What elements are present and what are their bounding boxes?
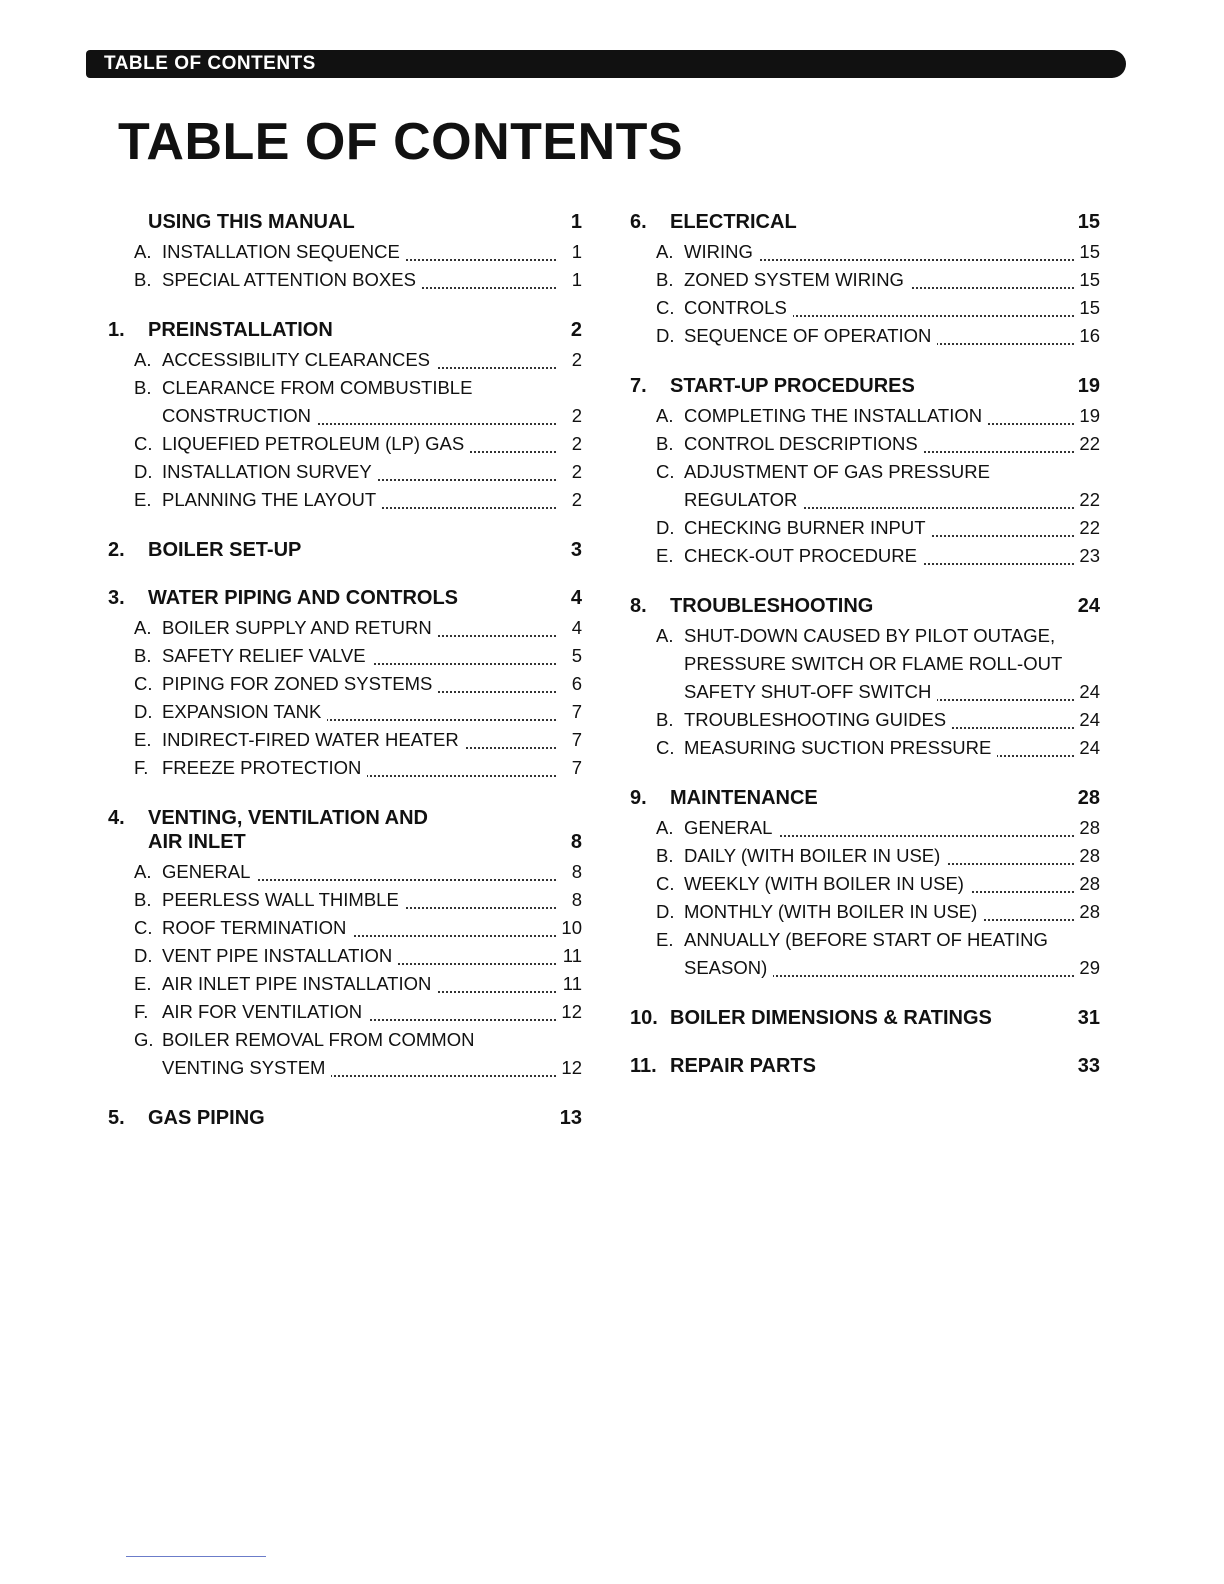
item-text: [684, 842, 1074, 870]
toc-item-line: [134, 374, 582, 402]
toc-item-line: [656, 458, 1100, 486]
toc-item-list: [108, 614, 582, 782]
item-text: [162, 1054, 556, 1082]
toc-item[interactable]: [656, 678, 1100, 706]
toc-item[interactable]: [134, 486, 582, 514]
item-text: [162, 754, 556, 782]
header-banner: [86, 50, 1126, 78]
item-letter: C.: [134, 917, 153, 938]
page-title: TABLE OF CONTENTS: [118, 113, 684, 171]
section-page: 13: [559, 1107, 582, 1129]
item-letter: B.: [656, 709, 674, 730]
item-letter: B.: [134, 377, 152, 398]
toc-item[interactable]: [656, 238, 1100, 266]
section-number: 1.: [108, 319, 125, 341]
section-heading-cont[interactable]: [108, 830, 582, 854]
toc-item[interactable]: [134, 642, 582, 670]
item-letter: C.: [656, 461, 675, 482]
section-heading[interactable]: [630, 1054, 1100, 1078]
section-number: 11.: [630, 1055, 657, 1077]
toc-item-list: [630, 238, 1100, 350]
toc-item[interactable]: [134, 970, 582, 998]
item-page: 12: [556, 998, 582, 1026]
item-text: [684, 954, 1074, 982]
footer-rule: [126, 1556, 266, 1557]
item-label: CLEARANCE FROM COMBUSTIBLE: [162, 377, 478, 398]
item-text: [162, 1026, 582, 1054]
item-page: 15: [1074, 238, 1100, 266]
item-text: [162, 238, 556, 266]
item-text: [162, 942, 556, 970]
item-label: SAFETY SHUT-OFF SWITCH: [684, 681, 937, 702]
item-page: 28: [1074, 870, 1100, 898]
toc-item[interactable]: [656, 954, 1100, 982]
item-label: MEASURING SUCTION PRESSURE: [684, 737, 997, 758]
section-heading[interactable]: [108, 210, 582, 234]
item-page: 29: [1074, 954, 1100, 982]
toc-item[interactable]: [656, 486, 1100, 514]
toc-item-list: [108, 858, 582, 1082]
item-label: DAILY (WITH BOILER IN USE): [684, 845, 946, 866]
item-label: SAFETY RELIEF VALVE: [162, 645, 372, 666]
item-page: 8: [556, 886, 582, 914]
item-letter: [134, 1054, 162, 1082]
item-label: AIR FOR VENTILATION: [162, 1001, 368, 1022]
item-letter: A.: [134, 617, 152, 638]
item-letter: B.: [134, 269, 152, 290]
toc-section: [108, 806, 582, 1082]
toc-item-line: [134, 1026, 582, 1054]
item-text: [684, 266, 1074, 294]
item-text: [684, 870, 1074, 898]
section-title: MAINTENANCE: [670, 787, 818, 809]
item-text: [162, 402, 556, 430]
toc-item[interactable]: [656, 402, 1100, 430]
section-page: 33: [1077, 1055, 1100, 1077]
item-text: [684, 294, 1074, 322]
item-text: [162, 346, 556, 374]
item-page: 1: [556, 266, 582, 294]
section-title: PREINSTALLATION: [148, 319, 333, 341]
toc-item[interactable]: [656, 322, 1100, 350]
toc-item[interactable]: [134, 886, 582, 914]
item-page: 15: [1074, 294, 1100, 322]
item-page: 7: [556, 726, 582, 754]
section-title: VENTING, VENTILATION AND: [148, 807, 428, 829]
item-letter: A.: [656, 625, 674, 646]
section-page: 8: [570, 831, 582, 853]
item-letter: C.: [134, 673, 153, 694]
item-label: CHECK-OUT PROCEDURE: [684, 545, 923, 566]
section-title: USING THIS MANUAL: [148, 211, 355, 233]
toc-item[interactable]: [134, 402, 582, 430]
item-page: 22: [1074, 514, 1100, 542]
item-page: 7: [556, 754, 582, 782]
item-page: 1: [556, 238, 582, 266]
toc-item[interactable]: [656, 294, 1100, 322]
item-letter: C.: [134, 433, 153, 454]
item-text: [684, 542, 1074, 570]
item-page: 24: [1074, 678, 1100, 706]
item-page: 10: [556, 914, 582, 942]
item-letter: A.: [656, 405, 674, 426]
item-text: [162, 458, 556, 486]
item-label: TROUBLESHOOTING GUIDES: [684, 709, 952, 730]
item-label: SHUT-DOWN CAUSED BY PILOT OUTAGE,: [684, 625, 1061, 646]
item-letter: D.: [656, 325, 675, 346]
toc-item[interactable]: [656, 706, 1100, 734]
section-title: START-UP PROCEDURES: [670, 375, 915, 397]
item-letter: B.: [656, 269, 674, 290]
item-page: 2: [556, 430, 582, 458]
toc-item[interactable]: [134, 346, 582, 374]
toc-item[interactable]: [656, 430, 1100, 458]
item-page: 22: [1074, 486, 1100, 514]
item-letter: F.: [134, 757, 149, 778]
item-letter: [656, 678, 684, 706]
item-text: [162, 670, 556, 698]
section-page: 31: [1077, 1007, 1100, 1029]
banner-label: TABLE OF CONTENTS: [104, 53, 316, 74]
item-letter: A.: [134, 349, 152, 370]
toc-item[interactable]: [656, 514, 1100, 542]
toc-item[interactable]: [656, 542, 1100, 570]
item-label: ANNUALLY (BEFORE START OF HEATING: [684, 929, 1054, 950]
item-text: [684, 898, 1074, 926]
section-title: TROUBLESHOOTING: [670, 595, 874, 617]
item-text: [162, 886, 556, 914]
item-page: 8: [556, 858, 582, 886]
item-label: PRESSURE SWITCH OR FLAME ROLL-OUT: [684, 653, 1068, 674]
item-text: [162, 698, 556, 726]
section-title-cont: AIR INLET: [148, 831, 246, 853]
toc-column-left: [108, 210, 582, 1154]
item-letter: E.: [656, 929, 674, 950]
item-label: FREEZE PROTECTION: [162, 757, 367, 778]
toc-section: [630, 594, 1100, 762]
item-page: 15: [1074, 266, 1100, 294]
section-page: 24: [1077, 595, 1100, 617]
section-number: 8.: [630, 595, 647, 617]
section-heading[interactable]: [630, 374, 1100, 398]
toc-item[interactable]: [134, 670, 582, 698]
section-page: 4: [570, 587, 582, 609]
item-page: 11: [556, 942, 582, 970]
item-letter: A.: [134, 861, 152, 882]
section-number: 2.: [108, 539, 125, 561]
item-label: CONTROL DESCRIPTIONS: [684, 433, 924, 454]
toc-item[interactable]: [134, 1054, 582, 1082]
item-label: BOILER SUPPLY AND RETURN: [162, 617, 438, 638]
item-label: SPECIAL ATTENTION BOXES: [162, 269, 422, 290]
item-page: 7: [556, 698, 582, 726]
item-text: [162, 914, 556, 942]
item-text: [684, 322, 1074, 350]
item-letter: D.: [134, 945, 153, 966]
toc-item[interactable]: [656, 870, 1100, 898]
toc-section: [630, 1054, 1100, 1078]
section-page: 15: [1077, 211, 1100, 233]
item-page: 23: [1074, 542, 1100, 570]
toc-section: [108, 538, 582, 562]
item-letter: [656, 486, 684, 514]
item-text: [684, 430, 1074, 458]
item-page: 2: [556, 402, 582, 430]
section-title: REPAIR PARTS: [670, 1055, 816, 1077]
section-heading[interactable]: [630, 594, 1100, 618]
item-page: 4: [556, 614, 582, 642]
item-text: [162, 970, 556, 998]
item-label: AIR INLET PIPE INSTALLATION: [162, 973, 437, 994]
item-label: CONTROLS: [684, 297, 793, 318]
section-heading[interactable]: [108, 538, 582, 562]
item-label: REGULATOR: [684, 489, 803, 510]
section-title: WATER PIPING AND CONTROLS: [148, 587, 458, 609]
item-letter: D.: [656, 517, 675, 538]
item-text: [684, 514, 1074, 542]
section-number: 5.: [108, 1107, 125, 1129]
toc-item[interactable]: [134, 914, 582, 942]
item-letter: E.: [134, 729, 152, 750]
item-label: CONSTRUCTION: [162, 405, 317, 426]
toc-item[interactable]: [134, 238, 582, 266]
item-page: 24: [1074, 734, 1100, 762]
item-letter: G.: [134, 1029, 154, 1050]
toc-item[interactable]: [656, 898, 1100, 926]
toc-section: [108, 1106, 582, 1130]
item-label: MONTHLY (WITH BOILER IN USE): [684, 901, 983, 922]
section-page: 1: [570, 211, 582, 233]
item-text: [684, 622, 1100, 650]
toc-item[interactable]: [134, 430, 582, 458]
item-label: CHECKING BURNER INPUT: [684, 517, 932, 538]
item-letter: C.: [656, 297, 675, 318]
section-page: 3: [570, 539, 582, 561]
toc-item[interactable]: [134, 458, 582, 486]
item-text: [684, 486, 1074, 514]
item-text: [684, 678, 1074, 706]
section-heading[interactable]: [630, 210, 1100, 234]
toc-item[interactable]: [134, 614, 582, 642]
item-letter: C.: [656, 873, 675, 894]
toc-item[interactable]: [134, 942, 582, 970]
item-text: [684, 814, 1074, 842]
item-page: 28: [1074, 898, 1100, 926]
item-letter: E.: [656, 545, 674, 566]
toc-item-list: [108, 238, 582, 294]
item-label: ROOF TERMINATION: [162, 917, 352, 938]
section-number: 6.: [630, 211, 647, 233]
toc-item[interactable]: [134, 858, 582, 886]
section-number: 7.: [630, 375, 647, 397]
item-label: GENERAL: [162, 861, 256, 882]
item-page: 28: [1074, 842, 1100, 870]
item-letter: B.: [134, 889, 152, 910]
item-page: 24: [1074, 706, 1100, 734]
section-title: BOILER SET-UP: [148, 539, 302, 561]
item-page: 12: [556, 1054, 582, 1082]
section-page: 19: [1077, 375, 1100, 397]
item-page: 2: [556, 458, 582, 486]
item-letter: A.: [134, 241, 152, 262]
item-text: [162, 726, 556, 754]
item-label: WEEKLY (WITH BOILER IN USE): [684, 873, 970, 894]
item-letter: D.: [656, 901, 675, 922]
section-title: BOILER DIMENSIONS & RATINGS: [670, 1007, 992, 1029]
item-page: 2: [556, 486, 582, 514]
section-title: GAS PIPING: [148, 1107, 265, 1129]
item-page: 11: [556, 970, 582, 998]
toc-section: [108, 586, 582, 782]
item-text: [162, 486, 556, 514]
item-letter: [656, 650, 684, 678]
section-number: 10.: [630, 1007, 658, 1029]
item-label: SEQUENCE OF OPERATION: [684, 325, 937, 346]
item-label: COMPLETING THE INSTALLATION: [684, 405, 988, 426]
item-page: 6: [556, 670, 582, 698]
item-label: SEASON): [684, 957, 773, 978]
item-label: ACCESSIBILITY CLEARANCES: [162, 349, 436, 370]
section-number: 4.: [108, 807, 125, 829]
toc-item-line: [656, 650, 1100, 678]
item-text: [684, 458, 1100, 486]
item-text: [162, 614, 556, 642]
item-text: [162, 642, 556, 670]
item-text: [162, 374, 582, 402]
item-label: EXPANSION TANK: [162, 701, 327, 722]
toc-item[interactable]: [134, 998, 582, 1026]
toc-column-right: [630, 210, 1100, 1102]
section-page: 28: [1077, 787, 1100, 809]
item-letter: A.: [656, 817, 674, 838]
item-text: [162, 858, 556, 886]
item-page: 19: [1074, 402, 1100, 430]
item-text: [684, 238, 1074, 266]
item-label: BOILER REMOVAL FROM COMMON: [162, 1029, 480, 1050]
toc-section: [630, 210, 1100, 350]
toc-item[interactable]: [656, 814, 1100, 842]
section-heading[interactable]: [108, 586, 582, 610]
toc-item-list: [630, 814, 1100, 982]
item-label: PLANNING THE LAYOUT: [162, 489, 382, 510]
section-title: ELECTRICAL: [670, 211, 797, 233]
toc-section: [108, 210, 582, 294]
item-label: WIRING: [684, 241, 759, 262]
item-letter: D.: [134, 461, 153, 482]
section-page: 2: [570, 319, 582, 341]
item-page: 2: [556, 346, 582, 374]
toc-item-list: [630, 402, 1100, 570]
section-heading[interactable]: [108, 318, 582, 342]
item-label: PIPING FOR ZONED SYSTEMS: [162, 673, 438, 694]
toc-item[interactable]: [656, 266, 1100, 294]
toc-item[interactable]: [134, 266, 582, 294]
section-heading[interactable]: [630, 1006, 1100, 1030]
item-letter: E.: [134, 973, 152, 994]
item-text: [162, 430, 556, 458]
item-text: [684, 926, 1100, 954]
item-label: LIQUEFIED PETROLEUM (LP) GAS: [162, 433, 470, 454]
item-page: 22: [1074, 430, 1100, 458]
item-letter: C.: [656, 737, 675, 758]
toc-item[interactable]: [134, 698, 582, 726]
item-label: GENERAL: [684, 817, 778, 838]
item-label: INDIRECT-FIRED WATER HEATER: [162, 729, 465, 750]
item-text: [684, 706, 1074, 734]
toc-item-list: [108, 346, 582, 514]
item-label: PEERLESS WALL THIMBLE: [162, 889, 405, 910]
toc-section: [630, 1006, 1100, 1030]
toc-item[interactable]: [656, 734, 1100, 762]
item-label: ADJUSTMENT OF GAS PRESSURE: [684, 461, 996, 482]
item-label: ZONED SYSTEM WIRING: [684, 269, 910, 290]
item-letter: B.: [656, 433, 674, 454]
toc-item[interactable]: [656, 842, 1100, 870]
item-page: 16: [1074, 322, 1100, 350]
section-heading[interactable]: [630, 786, 1100, 810]
toc-section: [630, 374, 1100, 570]
section-heading[interactable]: [108, 1106, 582, 1130]
item-text: [684, 402, 1074, 430]
item-text: [162, 998, 556, 1026]
item-letter: [656, 954, 684, 982]
toc-section: [108, 318, 582, 514]
item-letter: A.: [656, 241, 674, 262]
item-page: 5: [556, 642, 582, 670]
toc-item-list: [630, 622, 1100, 762]
toc-item-line: [656, 622, 1100, 650]
item-page: 28: [1074, 814, 1100, 842]
toc-section: [630, 786, 1100, 982]
item-label: INSTALLATION SURVEY: [162, 461, 378, 482]
item-text: [684, 650, 1100, 678]
item-letter: [134, 402, 162, 430]
section-number: 3.: [108, 587, 125, 609]
section-number: 9.: [630, 787, 647, 809]
item-text: [684, 734, 1074, 762]
item-label: VENTING SYSTEM: [162, 1057, 331, 1078]
item-text: [162, 266, 556, 294]
section-heading[interactable]: [108, 806, 582, 830]
item-letter: E.: [134, 489, 152, 510]
item-letter: F.: [134, 1001, 149, 1022]
item-letter: B.: [656, 845, 674, 866]
toc-item-line: [656, 926, 1100, 954]
item-label: INSTALLATION SEQUENCE: [162, 241, 406, 262]
item-letter: B.: [134, 645, 152, 666]
item-label: VENT PIPE INSTALLATION: [162, 945, 398, 966]
item-letter: D.: [134, 701, 153, 722]
toc-item[interactable]: [134, 726, 582, 754]
toc-item[interactable]: [134, 754, 582, 782]
